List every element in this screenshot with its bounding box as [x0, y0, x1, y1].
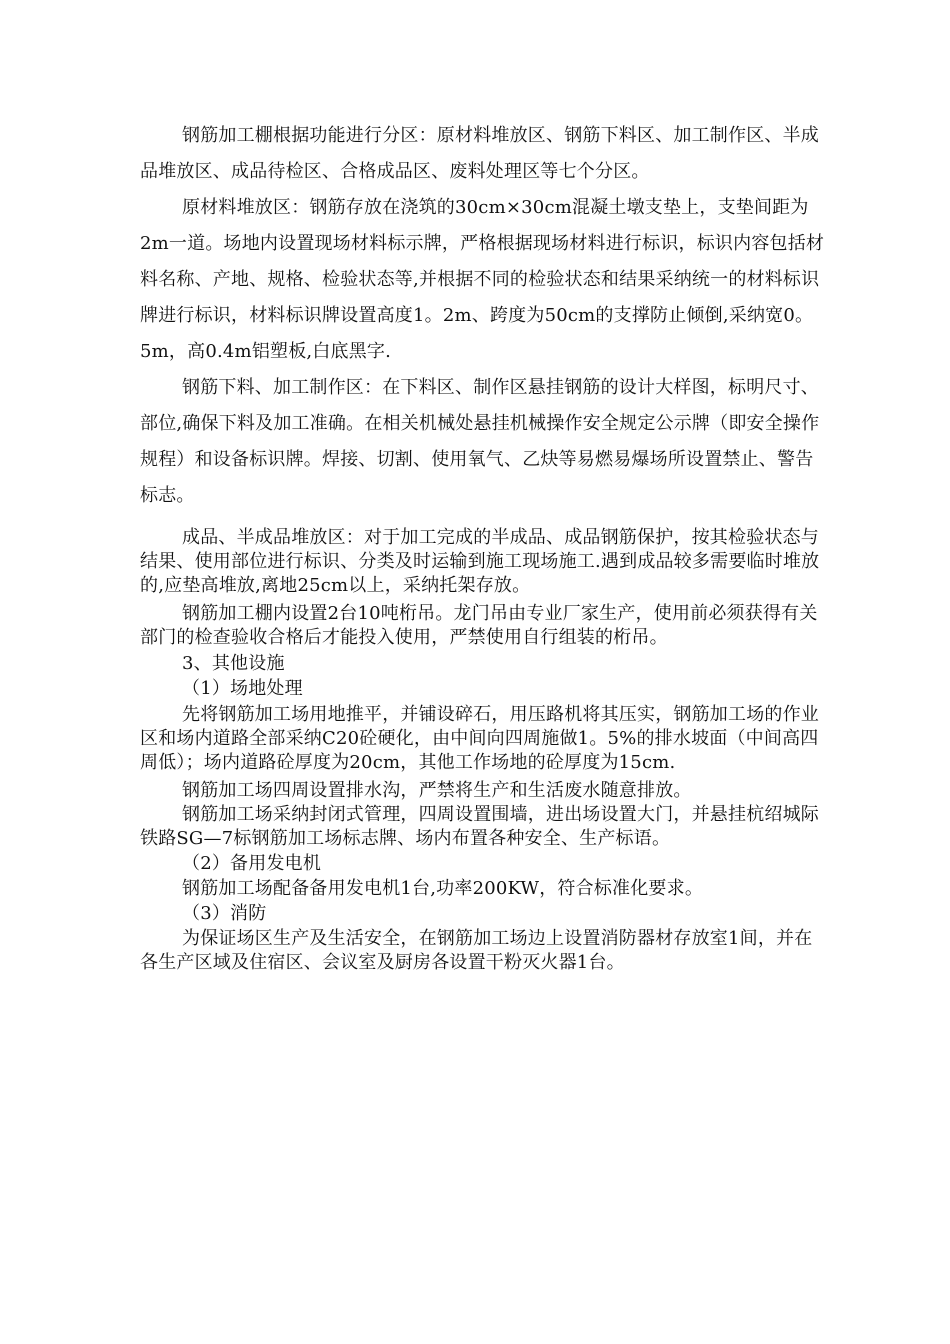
paragraph-gantry-crane: 钢筋加工棚内设置2台10吨桁吊。龙门吊由专业厂家生产，使用前必须获得有关部门的检查验收合格后才能投入使用，严禁使用自行组装的桁吊。 [140, 603, 818, 648]
heading-site-treatment: （1）场地处理 [182, 678, 303, 699]
paragraph-finished-products-area: 成品、半成品堆放区：对于加工完成的半成品、成品钢筋保护，按其检验状态与结果、使用部位进行标识、分类及时运输到施工现场施工.遇到成品较多需要临时堆放的,应垫高堆放,离地25cm以上，采纳托架存放。 [140, 527, 820, 596]
paragraph-zoning: 钢筋加工棚根据功能进行分区：原材料堆放区、钢筋下料区、加工制作区、半成品堆放区、成品待检区、合格成品区、废料处理区等七个分区。 [140, 125, 819, 182]
heading-backup-generator: （2）备用发电机 [182, 853, 322, 874]
paragraph-cutting-area: 钢筋下料、加工制作区：在下料区、制作区悬挂钢筋的设计大样图，标明尺寸、部位,确保下料及加工准确。在相关机械处悬挂机械操作安全规定公示牌（即安全操作规程）和设备标识牌。焊接、切割、使用氧气、乙炔等易燃易爆场所设置禁止、警告标志。 [140, 377, 820, 506]
paragraph-site-treatment: 先将钢筋加工场用地推平，并铺设碎石，用压路机将其压实，钢筋加工场的作业区和场内道路全部采纳C20砼硬化，由中间向四周施做1。5%的排水坡面（中间高四周低）；场内道路砼厚度为20cm，其他工作场地的砼厚度为15cm. [140, 704, 819, 773]
paragraph-closed-management: 钢筋加工场采纳封闭式管理，四周设置围墙，进出场设置大门，并悬挂杭绍城际铁路SG—7标钢筋加工场标志牌、场内布置各种安全、生产标语。 [140, 804, 819, 849]
paragraph-drainage: 钢筋加工场四周设置排水沟，严禁将生产和生活废水随意排放。 [182, 780, 692, 801]
paragraph-fire-protection: 为保证场区生产及生活安全，在钢筋加工场边上设置消防器材存放室1间，并在各生产区域及住宿区、会议室及厨房各设置干粉灭火器1台。 [140, 928, 813, 973]
heading-other-facilities: 3、其他设施 [182, 653, 285, 674]
paragraph-backup-generator: 钢筋加工场配备备用发电机1台,功率200KW，符合标准化要求。 [182, 878, 704, 899]
paragraph-raw-material-area: 原材料堆放区：钢筋存放在浇筑的30cm×30cm混凝土墩支垫上，支垫间距为2m一道。场地内设置现场材料标示牌，严格根据现场材料进行标识，标识内容包括材料名称、产地、规格、检验状态等,并根据不同的检验状态和结果采纳统一的材料标识牌进行标识，材料标识牌设置高度1。2m、跨度为50cm的支撑防止倾倒,采纳宽0。5m，高0.4m铝塑板,白底黑字. [140, 197, 825, 362]
heading-fire-protection: （3）消防 [182, 903, 267, 924]
